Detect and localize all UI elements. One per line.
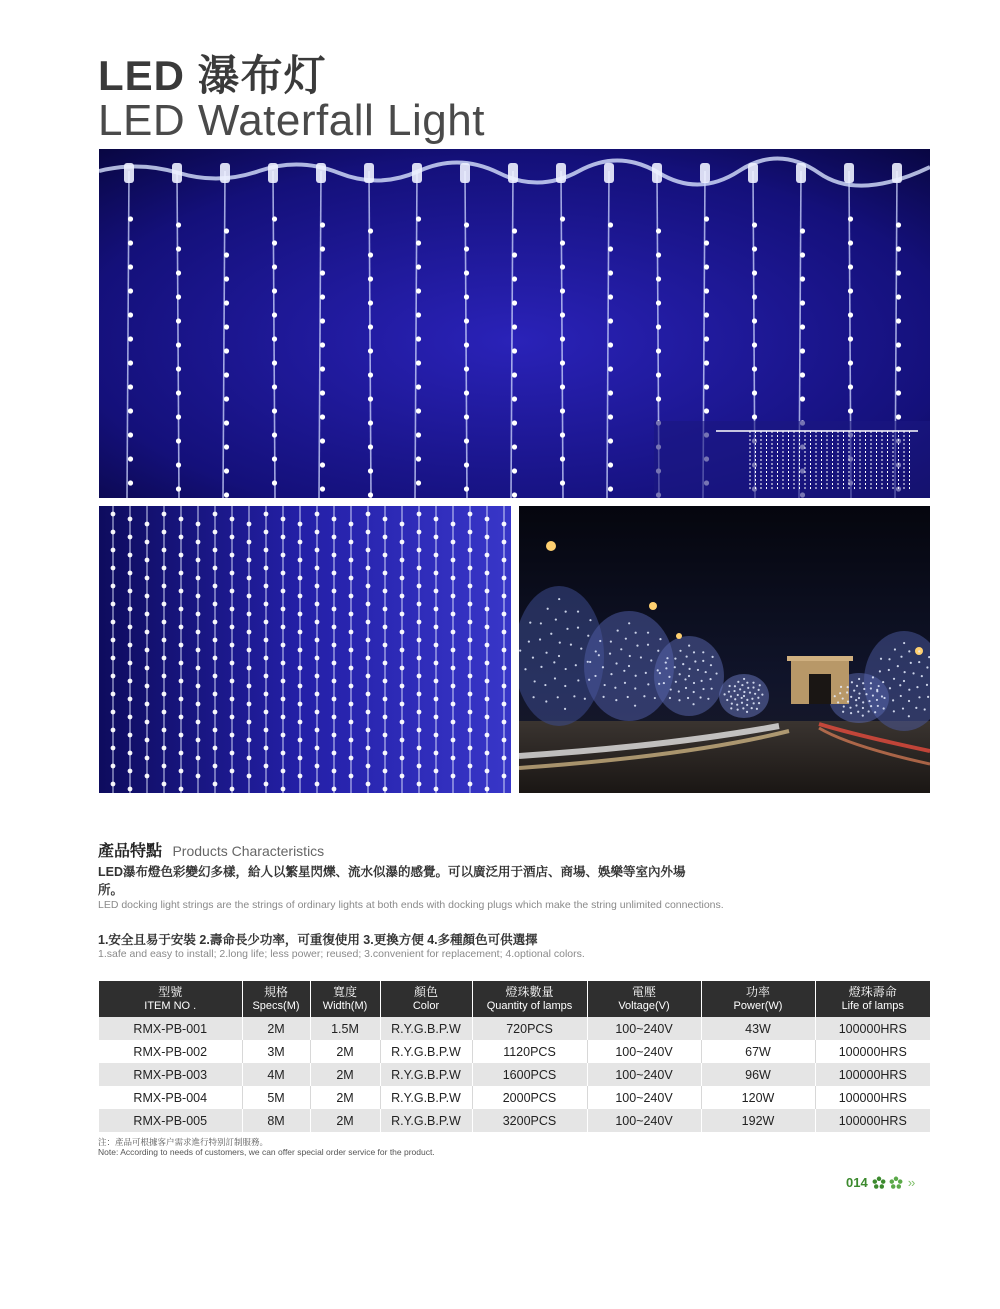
table-header-cell — [242, 981, 310, 1017]
header-label-en: Specs(M) — [252, 1000, 300, 1012]
characteristics-heading-en: Products Characteristics — [172, 843, 325, 859]
table-cell: 2000PCS — [472, 1086, 587, 1109]
table-cell: 3200PCS — [472, 1109, 587, 1132]
header-label-cn: 電壓 — [631, 985, 656, 999]
table-cell: 100~240V — [587, 1086, 701, 1109]
table-cell: RMX-PB-004 — [99, 1086, 242, 1109]
note-en: Note: According to needs of customers, we can offer special order service for the product. — [98, 1147, 435, 1157]
table-row — [99, 1040, 930, 1063]
table-cell: 120W — [701, 1086, 815, 1109]
table-cell: 100000HRS — [815, 1063, 930, 1086]
table-cell: 1120PCS — [472, 1040, 587, 1063]
table-cell: 5M — [242, 1086, 310, 1109]
header-label-en: Voltage(V) — [618, 1000, 670, 1012]
light-wall-closeup-photo — [99, 506, 511, 793]
page-title-cn: LED 瀑布灯 — [98, 52, 327, 99]
header-label-cn: 燈珠數量 — [505, 985, 554, 999]
table-header-cell — [99, 981, 242, 1017]
table-row — [99, 1086, 930, 1109]
header-label-en: Quantity of lamps — [486, 1000, 573, 1012]
header-label-en: Width(M) — [322, 1000, 368, 1012]
table-cell: R.Y.G.B.P.W — [380, 1109, 472, 1132]
table-cell: 2M — [310, 1086, 380, 1109]
table-header-cell — [310, 981, 380, 1017]
table-cell: 720PCS — [472, 1017, 587, 1040]
features-en: 1.safe and easy to install; 2.long life; less power; reused; 3.convenient for replacement; 4.optional colors. — [98, 948, 585, 960]
table-cell: 43W — [701, 1017, 815, 1040]
table-cell: 100~240V — [587, 1040, 701, 1063]
characteristics-heading — [98, 838, 324, 861]
description-cn: LED瀑布燈色彩變幻多樣，給人以繁星閃爍、流水似瀑的感覺。可以廣泛用于酒店、商場、娛樂等室內外場所。 — [98, 865, 686, 897]
header-label-cn: 燈珠壽命 — [848, 985, 897, 999]
table-cell: R.Y.G.B.P.W — [380, 1063, 472, 1086]
table-cell: RMX-PB-005 — [99, 1109, 242, 1132]
table-cell: 192W — [701, 1109, 815, 1132]
table-cell: 1600PCS — [472, 1063, 587, 1086]
table-header-cell — [701, 981, 815, 1017]
table-cell: R.Y.G.B.P.W — [380, 1017, 472, 1040]
table-header-row — [99, 981, 930, 1017]
page-number-block — [846, 1175, 914, 1190]
header-label-en: ITEM NO . — [144, 1000, 197, 1012]
table-cell: 2M — [310, 1040, 380, 1063]
table-cell: RMX-PB-001 — [99, 1017, 242, 1040]
table-row — [99, 1109, 930, 1132]
table-row — [99, 1063, 930, 1086]
table-cell: 100000HRS — [815, 1040, 930, 1063]
characteristics-heading-cn: 產品特點 — [98, 843, 163, 860]
table-cell: 96W — [701, 1063, 815, 1086]
table-cell: RMX-PB-002 — [99, 1040, 242, 1063]
table-cell: 67W — [701, 1040, 815, 1063]
features-cn: 1.安全且易于安裝 2.壽命長少功率，可重復使用 3.更換方便 4.多種顏色可供選擇 — [98, 933, 538, 947]
flower-icon — [889, 1176, 903, 1190]
table-cell: 1.5M — [310, 1017, 380, 1040]
header-label-en: Power(W) — [733, 1000, 783, 1012]
table-cell: 100000HRS — [815, 1086, 930, 1109]
specs-table — [99, 981, 930, 1132]
note-cn: 注：產品可根據客户需求進行特别訂制服務。 — [98, 1137, 269, 1147]
header-label-cn: 顏色 — [413, 985, 438, 999]
table-cell: 100~240V — [587, 1109, 701, 1132]
table-header-cell — [587, 981, 701, 1017]
inset-diagram — [654, 421, 930, 498]
header-label-cn: 規格 — [263, 985, 288, 999]
table-cell: 100000HRS — [815, 1109, 930, 1132]
table-cell: R.Y.G.B.P.W — [380, 1040, 472, 1063]
table-cell: 2M — [242, 1017, 310, 1040]
waterfall-light-photo — [99, 149, 930, 498]
flower-icon — [872, 1176, 886, 1190]
header-label-en: Color — [412, 1000, 440, 1012]
table-cell: 8M — [242, 1109, 310, 1132]
table-cell: 2M — [310, 1109, 380, 1132]
table-cell: RMX-PB-003 — [99, 1063, 242, 1086]
header-label-en: Life of lamps — [841, 1000, 904, 1012]
table-row — [99, 1017, 930, 1040]
header-label-cn: 寬度 — [332, 985, 357, 999]
page-number: 014 — [846, 1175, 868, 1190]
table-header-cell — [472, 981, 587, 1017]
description-en: LED docking light strings are the strings of ordinary lights at both ends with docking plugs which make the string unlimited connections. — [98, 899, 724, 911]
table-header-cell — [815, 981, 930, 1017]
table-cell: 100~240V — [587, 1063, 701, 1086]
table-cell: 100~240V — [587, 1017, 701, 1040]
table-header-cell — [380, 981, 472, 1017]
table-cell: 2M — [310, 1063, 380, 1086]
table-cell: R.Y.G.B.P.W — [380, 1086, 472, 1109]
header-label-cn: 型號 — [158, 985, 183, 999]
page-title-en: LED Waterfall Light — [98, 96, 485, 145]
table-cell: 4M — [242, 1063, 310, 1086]
table-cell: 3M — [242, 1040, 310, 1063]
double-chevron-right-icon[interactable]: ›› — [907, 1175, 915, 1190]
street-night-scene-photo — [519, 506, 930, 793]
header-label-cn: 功率 — [745, 985, 770, 999]
table-cell: 100000HRS — [815, 1017, 930, 1040]
